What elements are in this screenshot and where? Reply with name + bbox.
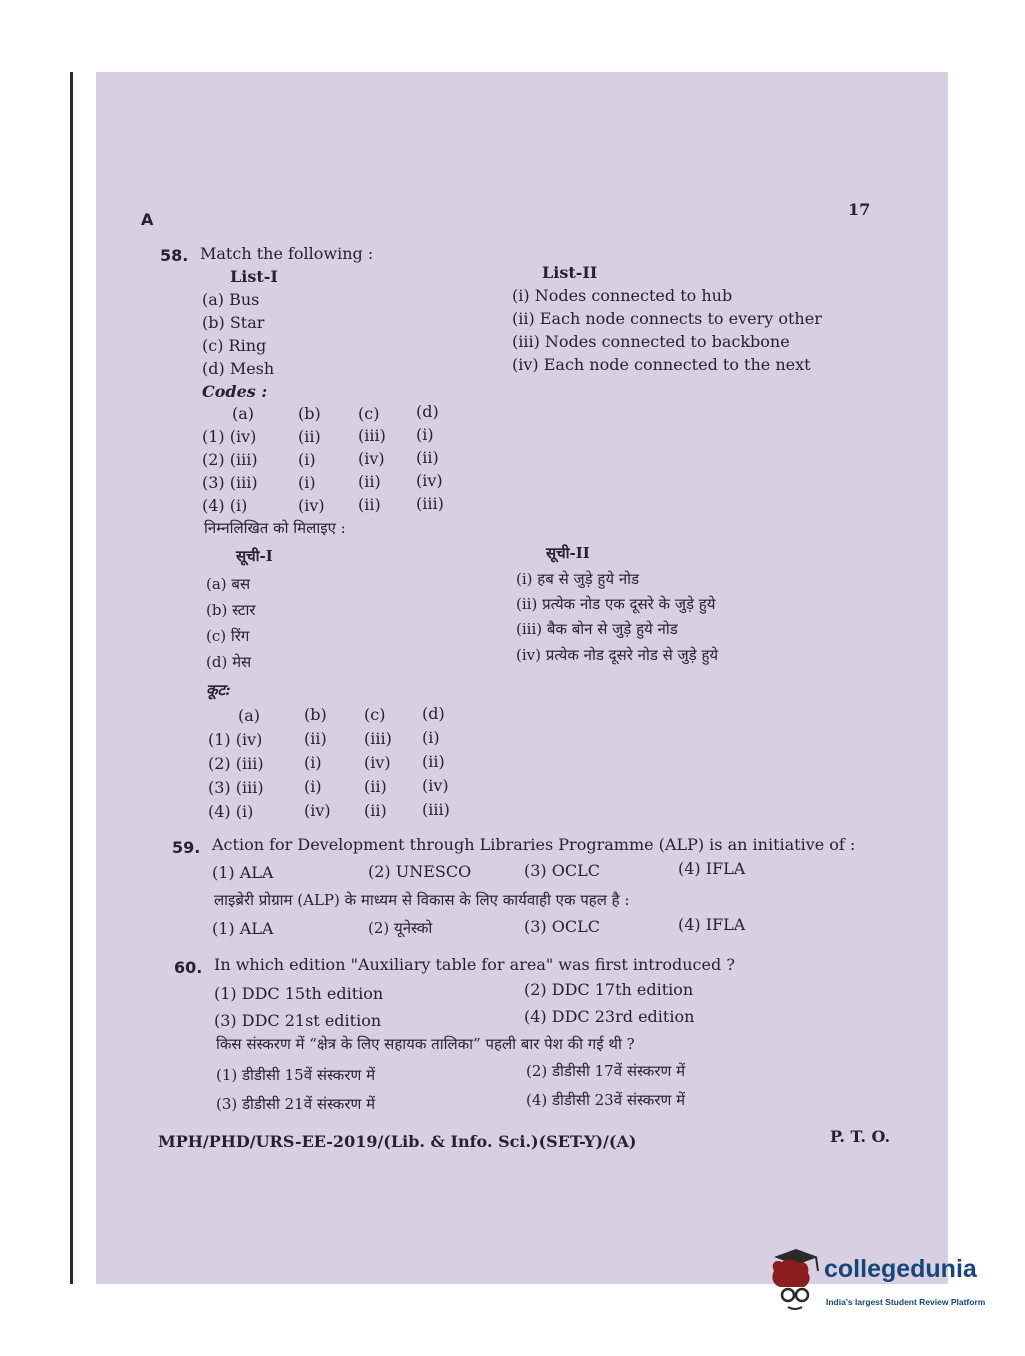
codes-cell: (ii) (422, 752, 445, 771)
q59-option: (1) ALA (212, 863, 274, 882)
q60-question-hindi: किस संस्करण में “क्षेत्र के लिए सहायक तालिका” पहली बार पेश की गई थी ? (216, 1035, 635, 1053)
q58-prompt-hindi: निम्नलिखित को मिलाइए : (204, 519, 346, 537)
q59-question-hindi: लाइब्रेरी प्रोग्राम (ALP) के माध्यम से विकास के लिए कार्यवाही एक पहल है : (214, 891, 630, 909)
codes-cell: (iv) (358, 449, 385, 468)
codes-cell: (3) (iii) (208, 778, 264, 797)
mascot-icon (766, 1245, 824, 1315)
q60-option: (2) DDC 17th edition (524, 980, 694, 999)
codes-cell: (ii) (298, 427, 321, 446)
footer-paper-code: MPH/PHD/URS-EE-2019/(Lib. & Info. Sci.)(SET-Y)/(A) (158, 1132, 637, 1151)
codes-header-cell: (c) (364, 705, 386, 724)
codes-header-cell: (c) (358, 404, 380, 423)
logo-tagline: India's largest Student Review Platform (826, 1297, 986, 1307)
page-number: 17 (848, 200, 871, 219)
codes-cell: (iv) (298, 496, 325, 515)
codes-cell: (1) (iv) (202, 427, 257, 446)
codes-cell: (3) (iii) (202, 473, 258, 492)
q58-list2-item-hindi: (ii) प्रत्येक नोड एक दूसरे के जुड़े हुये (516, 595, 716, 613)
q60-option-hindi: (4) डीडीसी 23वें संस्करण में (526, 1091, 686, 1109)
codes-cell: (iii) (422, 800, 450, 819)
codes-cell: (i) (298, 450, 316, 469)
codes-cell: (ii) (416, 448, 439, 467)
codes-header-cell: (b) (298, 404, 321, 423)
q58-list2-item: (i) Nodes connected to hub (512, 286, 733, 305)
q58-list1-item: (d) Mesh (202, 359, 275, 378)
q58-list2-item-hindi: (i) हब से जुड़े हुये नोड (516, 570, 640, 588)
q58-list2-item: (ii) Each node connects to every other (512, 309, 822, 328)
q60-option: (3) DDC 21st edition (214, 1011, 382, 1030)
codes-cell: (2) (iii) (208, 754, 264, 773)
codes-cell: (ii) (358, 472, 381, 491)
codes-header-cell: (d) (416, 402, 439, 421)
exam-page (96, 72, 948, 1284)
q58-list1-item: (b) Star (202, 313, 265, 332)
q58-number: 58. (160, 246, 189, 265)
q60-option: (1) DDC 15th edition (214, 984, 384, 1003)
q58-list2-item: (iv) Each node connected to the next (512, 355, 811, 374)
codes-header-cell: (b) (304, 705, 327, 724)
codes-cell: (4) (i) (208, 802, 254, 821)
logo-wordmark: collegedunia (824, 1255, 977, 1283)
q60-option: (4) DDC 23rd edition (524, 1007, 695, 1026)
codes-cell: (iii) (416, 494, 444, 513)
codes-cell: (ii) (358, 495, 381, 514)
codes-cell: (i) (304, 753, 322, 772)
q58-list1-heading-hindi: सूची-I (236, 547, 273, 565)
q60-option-hindi: (3) डीडीसी 21वें संस्करण में (216, 1095, 376, 1113)
q58-list2-item-hindi: (iv) प्रत्येक नोड दूसरे नोड से जुड़े हुये (516, 646, 719, 664)
codes-cell: (iv) (364, 753, 391, 772)
collegedunia-logo (766, 1245, 996, 1315)
codes-cell: (iv) (422, 776, 449, 795)
codes-cell: (1) (iv) (208, 730, 263, 749)
scan-edge (70, 72, 73, 1284)
q58-list1-heading: List-I (230, 267, 278, 286)
q58-list1-item: (a) Bus (202, 290, 260, 309)
q58-list1-item-hindi: (c) रिंग (206, 627, 250, 645)
q59-question: Action for Development through Libraries Programme (ALP) is an initiative of : (212, 835, 856, 854)
codes-header-cell: (a) (232, 404, 255, 423)
q58-list2-item: (iii) Nodes connected to backbone (512, 332, 790, 351)
codes-cell: (i) (304, 777, 322, 796)
q60-option-hindi: (2) डीडीसी 17वें संस्करण में (526, 1062, 686, 1080)
q58-list1-item: (c) Ring (202, 336, 267, 355)
q59-option-hindi: (1) ALA (212, 919, 274, 938)
q60-number: 60. (174, 958, 203, 977)
q59-option-hindi: (4) IFLA (678, 915, 746, 934)
q58-codes-label: Codes : (202, 382, 268, 401)
q58-list2-heading: List-II (542, 263, 598, 282)
q58-list1-item-hindi: (b) स्टार (206, 601, 256, 619)
q58-list1-item-hindi: (d) मेस (206, 653, 252, 671)
q58-list2-heading-hindi: सूची-II (546, 544, 590, 562)
codes-cell: (2) (iii) (202, 450, 258, 469)
codes-cell: (iv) (416, 471, 443, 490)
q60-option-hindi: (1) डीडीसी 15वें संस्करण में (216, 1066, 376, 1084)
codes-cell: (i) (422, 728, 440, 747)
codes-cell: (iii) (364, 729, 392, 748)
codes-cell: (ii) (304, 729, 327, 748)
q59-option-hindi: (2) यूनेस्को (368, 919, 433, 937)
q59-option: (3) OCLC (524, 861, 600, 880)
codes-cell: (4) (i) (202, 496, 248, 515)
q59-option-hindi: (3) OCLC (524, 917, 600, 936)
q59-option: (2) UNESCO (368, 862, 472, 881)
set-letter: A (141, 210, 154, 229)
codes-cell: (ii) (364, 801, 387, 820)
q58-list2-item-hindi: (iii) बैक बोन से जुड़े हुये नोड (516, 620, 678, 638)
q58-codes-label-hindi: कूट: (206, 681, 231, 699)
codes-cell: (i) (416, 425, 434, 444)
q59-number: 59. (172, 838, 201, 857)
footer-pto: P. T. O. (830, 1127, 891, 1146)
q58-list1-item-hindi: (a) बस (206, 575, 251, 593)
q59-option: (4) IFLA (678, 859, 746, 878)
codes-header-cell: (d) (422, 704, 445, 723)
codes-cell: (ii) (364, 777, 387, 796)
codes-cell: (i) (298, 473, 316, 492)
codes-cell: (iii) (358, 426, 386, 445)
q58-prompt: Match the following : (200, 244, 374, 263)
q60-question: In which edition "Auxiliary table for area" was first introduced ? (214, 955, 735, 974)
codes-cell: (iv) (304, 801, 331, 820)
codes-header-cell: (a) (238, 706, 261, 725)
